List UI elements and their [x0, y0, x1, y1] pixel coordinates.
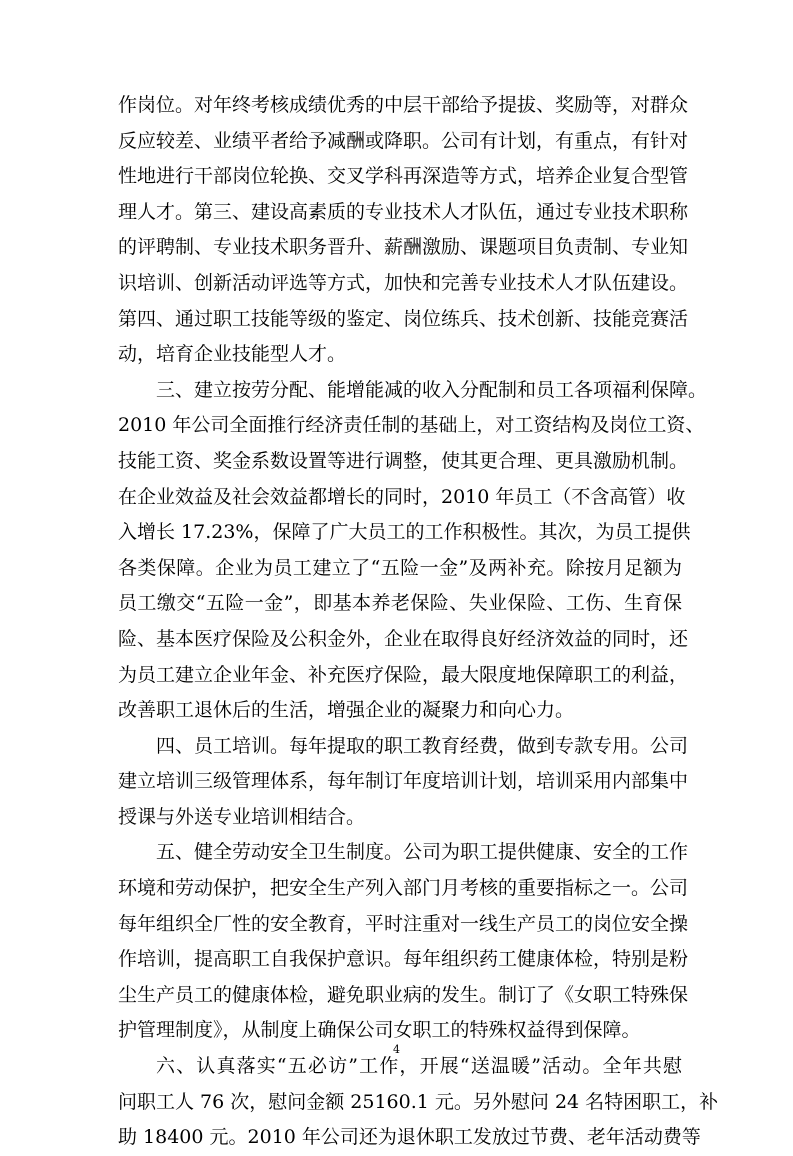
- text-line: 动，培育企业技能型人才。: [118, 343, 347, 366]
- body-text: [118, 88, 719, 1156]
- text-line: 尘生产员工的健康体检，避免职业病的发生。制订了《女职工特殊保: [118, 983, 689, 1006]
- paragraph-heading-6: 六、认真落实“五必访”工作，开展“送温暖”活动。全年共慰: [156, 1055, 682, 1078]
- text-line: 2010 年公司全面推行经济责任制的基础上，对工资结构及岗位工资、: [118, 414, 705, 437]
- text-line: 助 18400 元。2010 年公司还为退休职工发放过节费、老年活动费等: [118, 1126, 701, 1149]
- text-line: 性地进行干部岗位轮换、交叉学科再深造等方式，培养企业复合型管: [118, 165, 689, 188]
- page-number: 4: [393, 1043, 400, 1056]
- text-line: 护管理制度》，从制度上确保公司女职工的特殊权益得到保障。: [118, 1019, 641, 1042]
- text-line: 为员工建立企业年金、补充医疗保险，最大限度地保障职工的利益，: [118, 663, 689, 686]
- text-line: 反应较差、业绩平者给予减酬或降职。公司有计划，有重点，有针对: [118, 129, 689, 152]
- text-line: 员工缴交“五险一金”，即基本养老保险、失业保险、工伤、生育保: [118, 592, 682, 615]
- text-line: 问职工人 76 次，慰问金额 25160.1 元。另外慰问 24 名特困职工，补: [118, 1090, 719, 1113]
- text-line: 建立培训三级管理体系，每年制订年度培训计划，培训采用内部集中: [118, 770, 689, 793]
- text-line: 授课与外送专业培训相结合。: [118, 805, 366, 828]
- text-line: 识培训、创新活动评选等方式，加快和完善专业技术人才队伍建设。: [118, 271, 689, 294]
- text-line: 作岗位。对年终考核成绩优秀的中层干部给予提拔、奖励等，对群众: [118, 94, 689, 116]
- text-line: 入增长 17.23%，保障了广大员工的工作积极性。其次，为员工提供: [118, 521, 691, 544]
- text-line: 第四、通过职工技能等级的鉴定、岗位练兵、技术创新、技能竞赛活: [118, 307, 689, 330]
- text-line: 各类保障。企业为员工建立了“五险一金”及两补充。除按月足额为: [118, 556, 682, 579]
- text-line: 作培训，提高职工自我保护意识。每年组织药工健康体检，特别是粉: [118, 948, 689, 971]
- paragraph-heading-4: 四、员工培训。每年提取的职工教育经费，做到专款专用。公司: [156, 734, 689, 757]
- paragraph-heading-3: 三、建立按劳分配、能增能减的收入分配制和员工各项福利保障。: [156, 378, 708, 401]
- text-line: 在企业效益及社会效益都增长的同时，2010 年员工（不含高管）收: [118, 485, 686, 508]
- text-line: 险、基本医疗保险及公积金外，企业在取得良好经济效益的同时，还: [118, 627, 689, 650]
- text-line: 环境和劳动保护，把安全生产列入部门月考核的重要指标之一。公司: [118, 877, 689, 900]
- text-line: 每年组织全厂性的安全教育，平时注重对一线生产员工的岗位安全操: [118, 912, 689, 935]
- paragraph-heading-5: 五、健全劳动安全卫生制度。公司为职工提供健康、安全的工作: [156, 841, 689, 864]
- text-line: 技能工资、奖金系数设置等进行调整，使其更合理、更具激励机制。: [118, 449, 689, 472]
- text-line: 的评聘制、专业技术职务晋升、薪酬激励、课题项目负责制、专业知: [118, 236, 689, 259]
- text-line: 理人才。第三、建设高素质的专业技术人才队伍，通过专业技术职称: [118, 200, 689, 223]
- text-line: 改善职工退休后的生活，增强企业的凝聚力和向心力。: [118, 699, 575, 722]
